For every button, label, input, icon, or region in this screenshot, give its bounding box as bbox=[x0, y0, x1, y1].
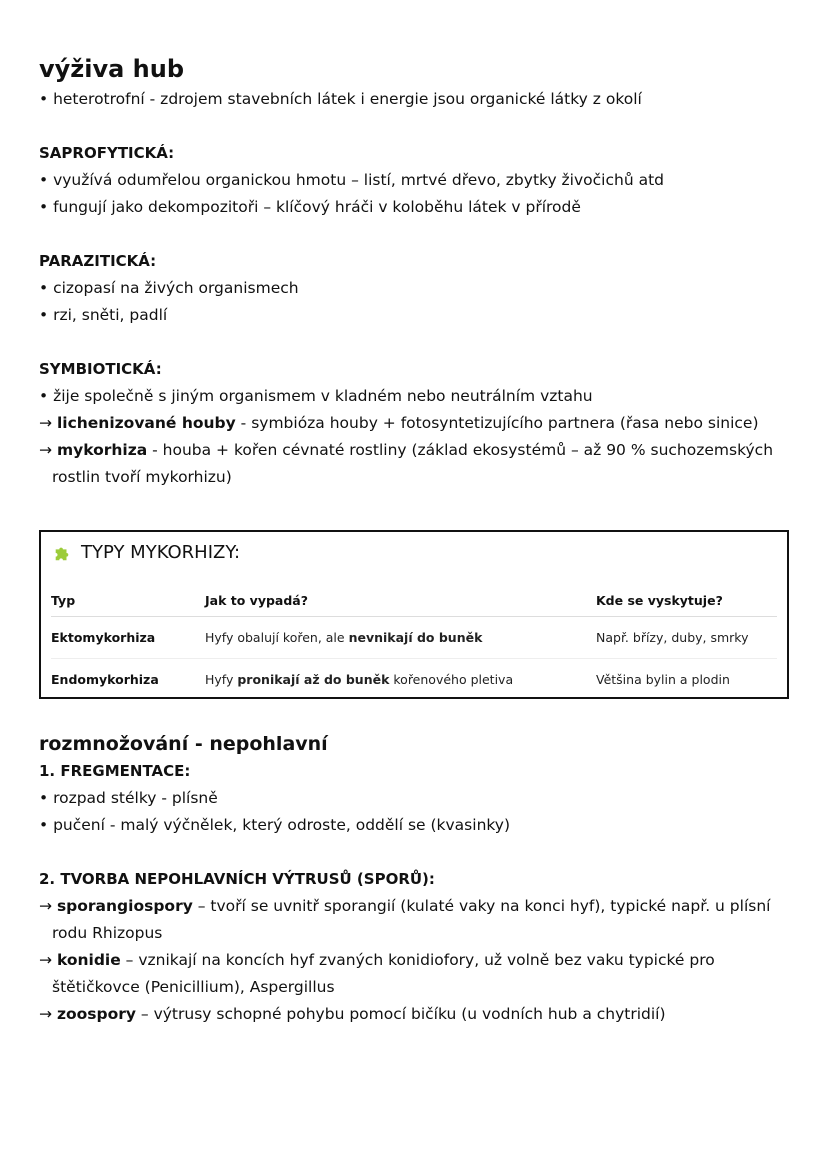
table-row bbox=[51, 659, 777, 701]
fragmentace-heading: 1. FREGMENTACE: bbox=[39, 762, 191, 780]
arrow-item-zoospory: → zoospory – výtrusy schopné pohybu pomocí bičíku (u vodních hub a chytridií) bbox=[39, 1005, 666, 1023]
list-item: • fungují jako dekompozitoři – klíčový hráči v koloběhu látek v přírodě bbox=[39, 198, 581, 216]
cell-typ: Endomykorhiza bbox=[51, 672, 159, 687]
lichen-text: - symbióza houby + fotosyntetizujícího partnera (řasa nebo sinice) bbox=[235, 414, 759, 432]
page-title: výživa hub bbox=[39, 55, 185, 83]
list-item-cont: štětičkovce (Penicillium), Aspergillus bbox=[52, 978, 335, 996]
box-title-text: TYPY MYKORHIZY: bbox=[81, 542, 241, 563]
arrow-icon: → bbox=[39, 951, 52, 969]
mykorhiza-table bbox=[51, 584, 777, 700]
list-item: • cizopasí na živých organismech bbox=[39, 279, 299, 297]
table-header-row bbox=[51, 584, 777, 617]
saprofyticka-heading: SAPROFYTICKÁ: bbox=[39, 144, 175, 162]
cell-where: Např. břízy, duby, smrky bbox=[596, 617, 777, 659]
list-item-cont: rodu Rhizopus bbox=[52, 924, 163, 942]
table-row bbox=[51, 617, 777, 659]
arrow-item-sporangiospory: → sporangiospory – tvoří se uvnitř sporangií (kulaté vaky na konci hyf), typické např. u plísní bbox=[39, 897, 771, 915]
page-content bbox=[39, 52, 799, 491]
mykorhiza-term: mykorhiza bbox=[56, 441, 148, 459]
column-header: Jak to vypadá? bbox=[205, 584, 596, 617]
intro-line: • heterotrofní - zdrojem stavebních látek i energie jsou organické látky z okolí bbox=[39, 90, 642, 108]
list-item: • pučení - malý výčnělek, který odroste, oddělí se (kvasinky) bbox=[39, 816, 511, 834]
mykorhiza-text-cont: rostlin tvoří mykorhizu) bbox=[52, 468, 232, 486]
parazitica-heading: PARAZITICKÁ: bbox=[39, 252, 157, 270]
column-header: Typ bbox=[51, 584, 205, 617]
mykorhiza-types-box bbox=[39, 530, 789, 699]
puzzle-icon bbox=[53, 544, 71, 562]
mykorhiza-text: - houba + kořen cévnaté rostliny (základ ekosystémů – až 90 % suchozemských bbox=[147, 441, 774, 459]
list-item: • žije společně s jiným organismem v kladném nebo neutrálním vztahu bbox=[39, 387, 593, 405]
arrow-icon: → bbox=[39, 897, 52, 915]
box-title bbox=[53, 540, 240, 566]
section-title: rozmnožování - nepohlavní bbox=[39, 733, 328, 755]
arrow-item-mykorhiza bbox=[39, 437, 799, 464]
arrow-item-lichen bbox=[39, 410, 799, 437]
arrow-icon: → bbox=[39, 1005, 52, 1023]
arrow-item-konidie: → konidie – vznikají na koncích hyf zvaných konidiofory, už volně bez vaku typické pro bbox=[39, 951, 715, 969]
cell-desc: Hyfy obalují kořen, ale nevnikají do buněk bbox=[205, 617, 596, 659]
cell-where: Většina bylin a plodin bbox=[596, 672, 730, 687]
arrow-icon: → bbox=[39, 414, 52, 432]
lichen-term: lichenizované houby bbox=[56, 414, 236, 432]
list-item: • rozpad stélky - plísně bbox=[39, 789, 218, 807]
cell-desc: Hyfy pronikají až do buněk kořenového pletiva bbox=[205, 672, 514, 687]
list-item: • rzi, sněti, padlí bbox=[39, 306, 168, 324]
arrow-icon: → bbox=[39, 441, 52, 459]
column-header: Kde se vyskytuje? bbox=[596, 584, 777, 617]
list-item: • využívá odumřelou organickou hmotu – listí, mrtvé dřevo, zbytky živočichů atd bbox=[39, 171, 664, 189]
cell-typ: Ektomykorhiza bbox=[51, 617, 205, 659]
spory-heading: 2. TVORBA NEPOHLAVNÍCH VÝTRUSŮ (SPORŮ): bbox=[39, 870, 435, 888]
reproduction-section bbox=[39, 730, 799, 1028]
symbioticka-heading: SYMBIOTICKÁ: bbox=[39, 360, 162, 378]
